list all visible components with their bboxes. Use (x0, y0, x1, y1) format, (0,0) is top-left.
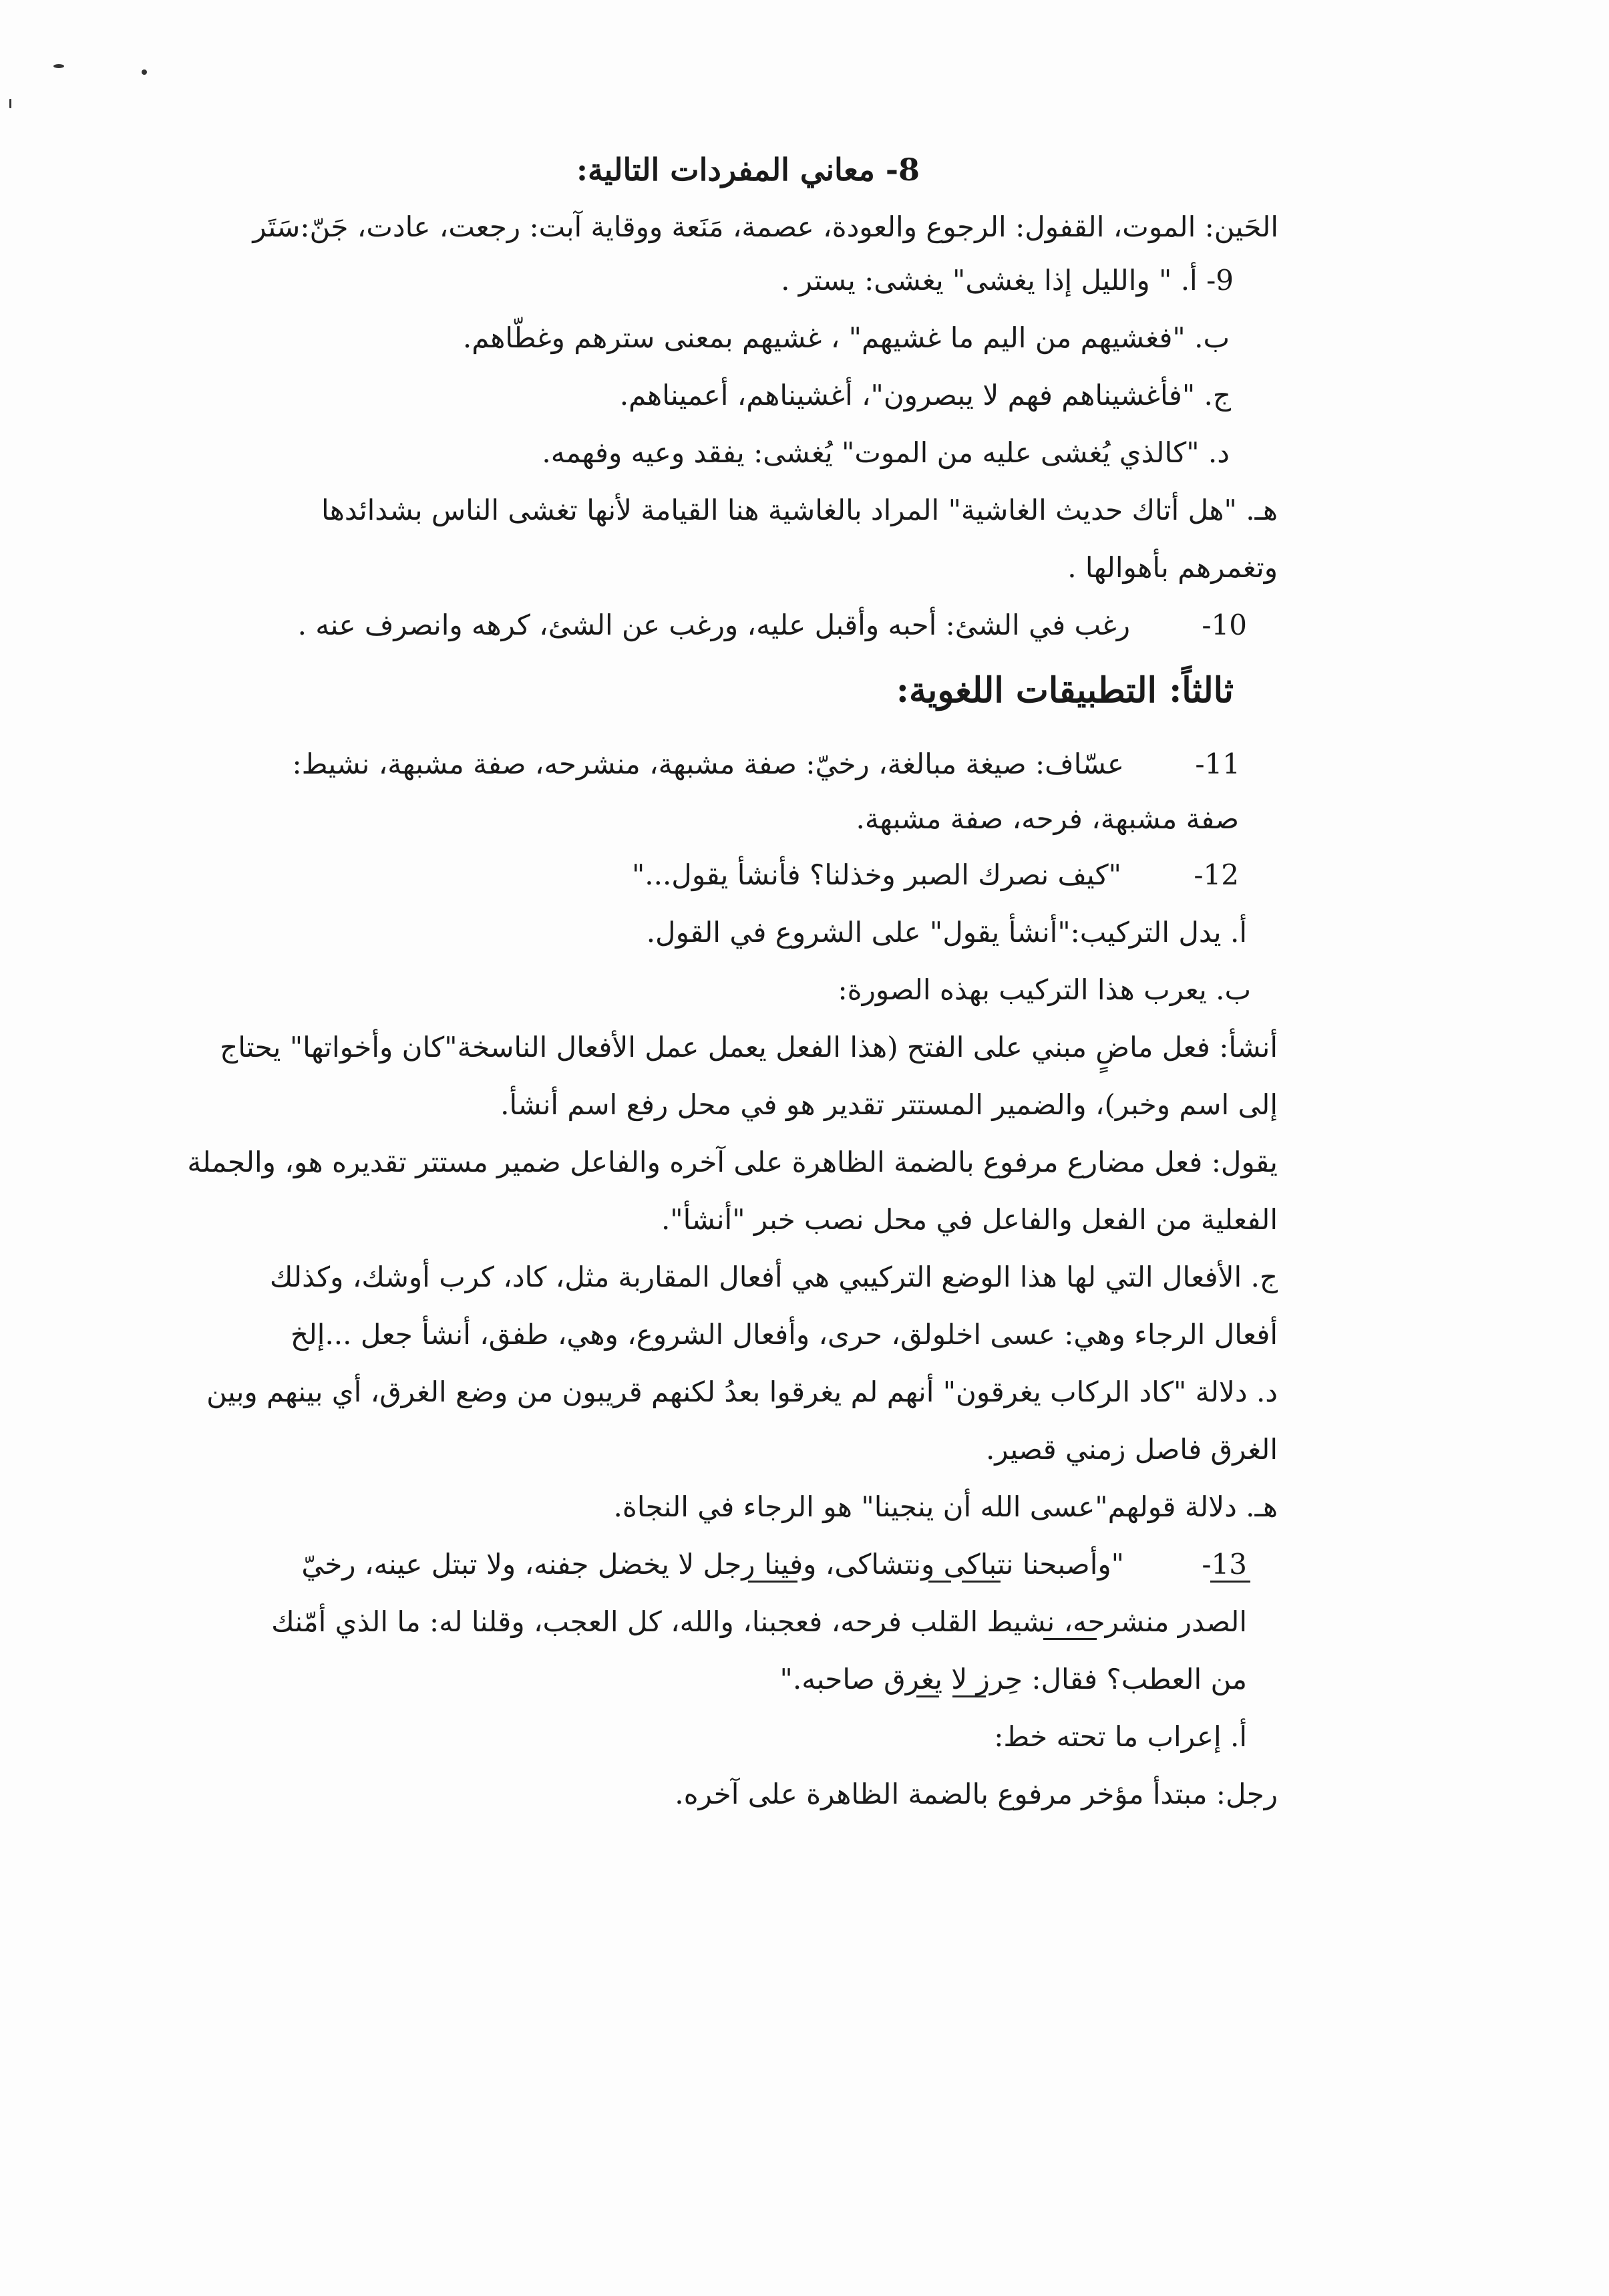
item-12c-line1: ج. الأفعال التي لها هذا الوضع التركيبي هي أفعال المقاربة مثل، كاد، كرب أوشك، وكذلك (269, 1261, 1278, 1293)
section-8-heading: 8- معاني المفردات التالية: (576, 152, 920, 188)
item-12d-line1: د. دلالة "كاد الركاب يغرقون" أنهم لم يغرقوا بعدُ لكنهم قريبون من وضع الغرق، أي بينهم وبين (206, 1375, 1278, 1408)
item-11-line2: صفة مشبهة، فرحه، صفة مشبهة. (856, 802, 1239, 835)
item-12-para2-line2: الفعلية من الفعل والفاعل في محل نصب خبر "أنشأ". (661, 1203, 1278, 1236)
scan-speck (142, 69, 147, 75)
item-12a: أ. يدل التركيب:"أنشأ يقول" على الشروع في القول. (646, 916, 1247, 949)
item-13-number: 13- (1202, 1548, 1247, 1581)
item-12-para1-line1: أنشأ: فعل ماضٍ مبني على الفتح (هذا الفعل يعمل عمل الأفعال الناسخة"كان وأخواتها" يحتاج (220, 1031, 1278, 1063)
underline-rakhiy (1210, 1581, 1250, 1583)
item-9e-line2: وتغمرهم بأهوالها . (1067, 551, 1278, 584)
underline-hirz (952, 1695, 986, 1697)
scan-speck (9, 99, 11, 108)
item-10-number: 10- (1202, 609, 1247, 641)
item-13a: أ. إعراب ما تحته خط: (994, 1720, 1247, 1753)
underline-rajul (962, 1581, 1001, 1583)
item-9d: د. "كالذي يُغشى عليه من الموت" يُغشى: يفقد وعيه وفهمه. (542, 436, 1230, 469)
item-12e: هـ. دلالة قولهم"عسى الله أن ينجينا" هو الرجاء في النجاة. (613, 1490, 1278, 1523)
item-11-line1: عسّاف: صيغة مبالغة، رخيّ: صفة مشبهة، منشرحه، صفة مشبهة، نشيط: (292, 748, 1124, 780)
item-12b: ب. يعرب هذا التركيب بهذه الصورة: (838, 973, 1251, 1006)
item-9a: 9- أ. " والليل إذا يغشى" يغشى: يستر . (781, 264, 1234, 297)
item-12-para1-line2: إلى اسم وخبر)، والضمير المستتر تقدير هو في محل رفع اسم أنشأ. (500, 1088, 1278, 1121)
item-9e-line1: هـ. "هل أتاك حديث الغاشية" المراد بالغاشية هنا القيامة لأنها تغشى الناس بشدائدها (321, 494, 1278, 526)
underline-nashit (1043, 1638, 1097, 1640)
item-13-line1: "وأصبحنا نتباكى ونتشاكى، وفينا رجل لا يخضل جفنه، ولا تبتل عينه، رخيّ (301, 1548, 1124, 1581)
underline-la-2 (916, 1695, 939, 1697)
item-13-rajul: رجل: مبتدأ مؤخر مرفوع بالضمة الظاهرة على آخره. (675, 1778, 1278, 1810)
item-9c: ج. "فأغشيناهم فهم لا يبصرون"، أغشيناهم، أعميناهم. (619, 379, 1231, 412)
section-3-heading: ثالثاً: التطبيقات اللغوية: (896, 670, 1234, 711)
vocab-line: الحَين: الموت، القفول: الرجوع والعودة، عصمة، مَنَعة ووقاية آبت: رجعت، عادت، جَنّ:سَتَر (252, 210, 1278, 243)
item-12-para2-line1: يقول: فعل مضارع مرفوع بالضمة الظاهرة على آخره والفاعل ضمير مستتر تقديره هو، والجملة (187, 1146, 1278, 1178)
item-13-line3: من العطب؟ فقال: حِرز لا يغرق صاحبه." (779, 1663, 1247, 1695)
scan-speck (53, 64, 64, 68)
item-11-number: 11- (1195, 748, 1240, 780)
item-12d-line2: الغرق فاصل زمني قصير. (985, 1433, 1278, 1466)
item-13-line2: الصدر منشرحه، نشيط القلب فرحه، فعجبنا، والله، كل العجب، وقلنا له: ما الذي أمّنك (271, 1605, 1247, 1638)
item-12-number: 12- (1194, 858, 1239, 891)
underline-jafnuhu (748, 1581, 797, 1583)
underline-la (928, 1581, 951, 1583)
item-9b: ب. "فغشيهم من اليم ما غشيهم" ، غشيهم بمعنى سترهم وغطّاهم. (462, 321, 1230, 354)
item-12c-line2: أفعال الرجاء وهي: عسى اخلولق، حرى، وأفعال الشروع، وهي، طفق، أنشأ جعل ...إلخ (290, 1318, 1278, 1351)
item-12-quote: "كيف نصرك الصبر وخذلنا؟ فأنشأ يقول..." (631, 858, 1121, 891)
item-10-text: رغب في الشئ: أحبه وأقبل عليه، ورغب عن الشئ، كرهه وانصرف عنه . (297, 609, 1130, 641)
